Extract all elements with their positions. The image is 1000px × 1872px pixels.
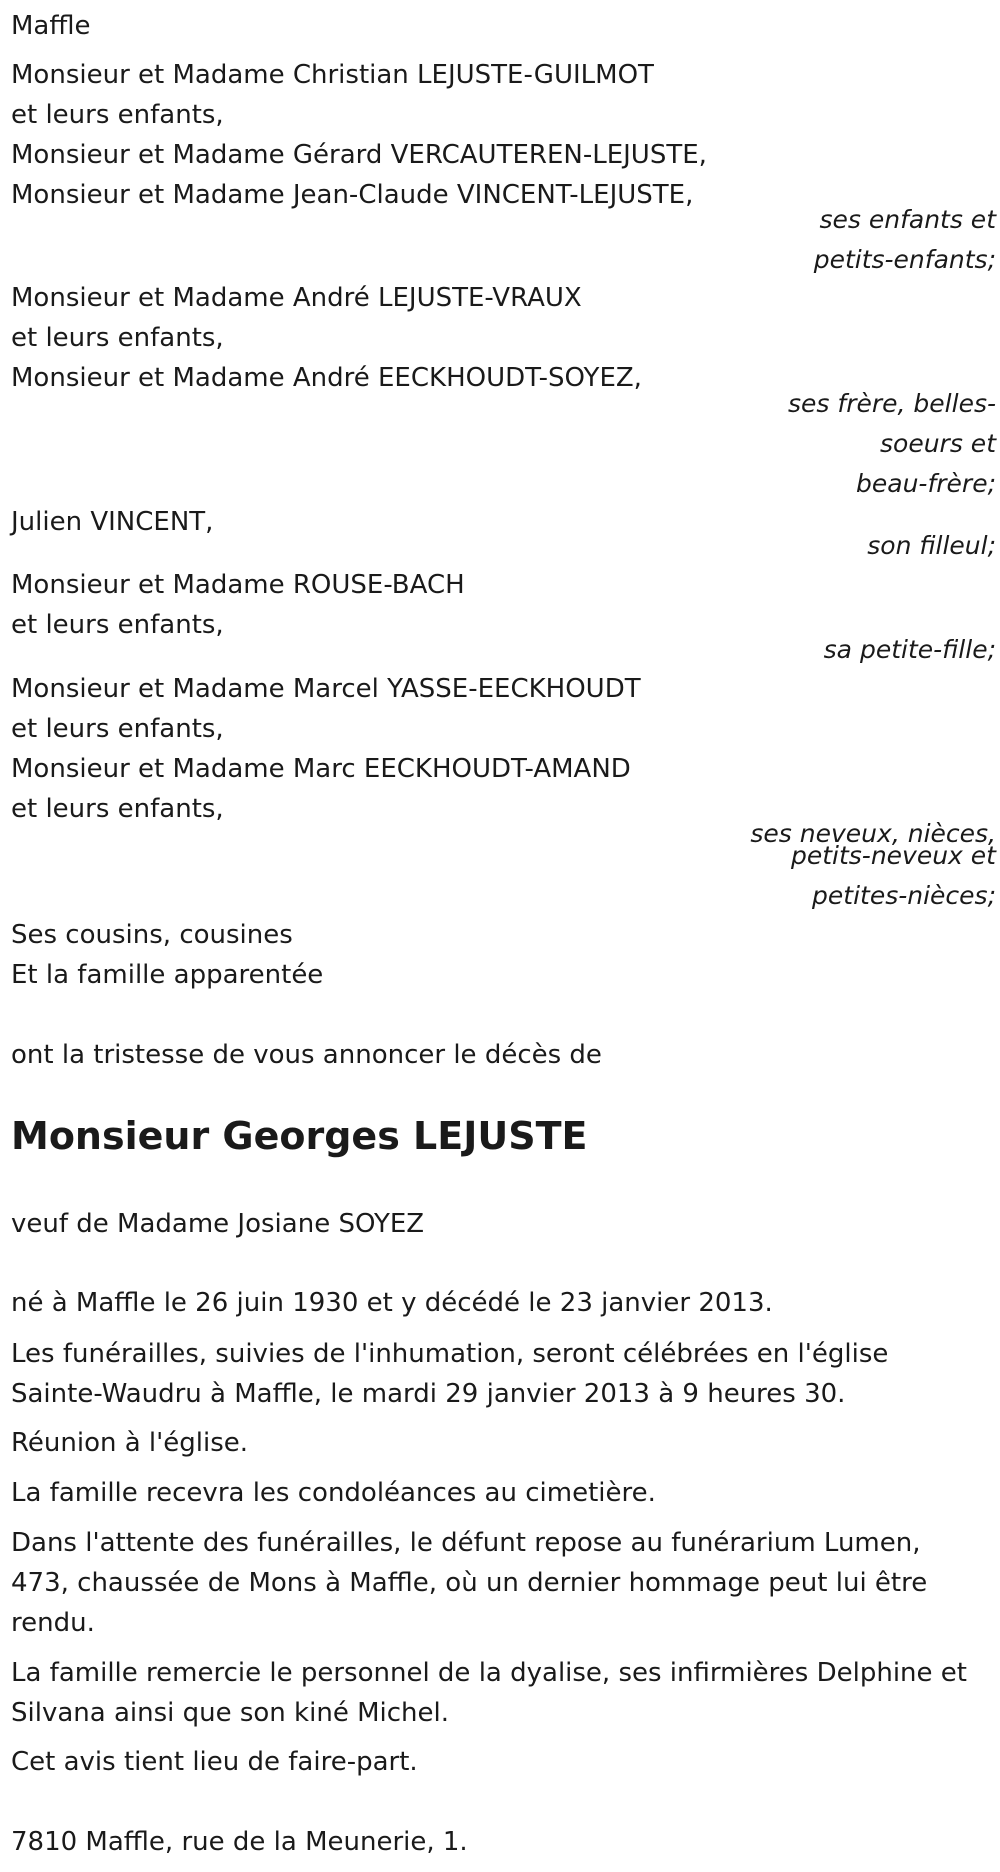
family-line: Ses cousins, cousines	[11, 920, 293, 950]
notice-line: Cet avis tient lieu de faire-part.	[11, 1747, 418, 1777]
place-line: Maffle	[11, 11, 91, 41]
family-line: Monsieur et Madame Marc EECKHOUDT-AMAND	[11, 754, 631, 784]
relation-label: ses enfants et	[819, 205, 996, 234]
widower-line: veuf de Madame Josiane SOYEZ	[11, 1209, 425, 1239]
relation-label: petites-nièces;	[812, 881, 996, 910]
condolences-line: La famille recevra les condoléances au cimetière.	[11, 1478, 656, 1508]
relation-label: son filleul;	[867, 531, 996, 560]
relation-label: beau-frère;	[856, 469, 996, 498]
address-line: 7810 Maffle, rue de la Meunerie, 1.	[11, 1827, 468, 1857]
thanks-line: Silvana ainsi que son kiné Michel.	[11, 1698, 449, 1728]
family-line: Monsieur et Madame André LEJUSTE-VRAUX	[11, 283, 582, 313]
relation-label: soeurs et	[880, 429, 996, 458]
funeral-line: Les funérailles, suivies de l'inhumation, seront célébrées en l'église	[11, 1339, 889, 1369]
family-line: Monsieur et Madame ROUSE-BACH	[11, 570, 465, 600]
family-line: et leurs enfants,	[11, 610, 224, 640]
birth-death-line: né à Maffle le 26 juin 1930 et y décédé le 23 janvier 2013.	[11, 1288, 773, 1318]
announcement-text: ont la tristesse de vous annoncer le décès de	[11, 1040, 602, 1070]
family-line: et leurs enfants,	[11, 323, 224, 353]
viewing-line: Dans l'attente des funérailles, le défunt repose au funérarium Lumen,	[11, 1528, 921, 1558]
family-line: Monsieur et Madame Jean-Claude VINCENT-LEJUSTE,	[11, 180, 694, 210]
relation-label: petits-enfants;	[813, 245, 996, 274]
relation-label: petits-neveux et	[790, 841, 996, 870]
relation-label: ses frère, belles-	[788, 389, 996, 418]
family-line: Julien VINCENT,	[11, 507, 214, 537]
meeting-line: Réunion à l'église.	[11, 1428, 249, 1458]
thanks-line: La famille remercie le personnel de la dyalise, ses infirmières Delphine et	[11, 1658, 967, 1688]
family-line: Et la famille apparentée	[11, 960, 324, 990]
funeral-line: Sainte-Waudru à Maffle, le mardi 29 janvier 2013 à 9 heures 30.	[11, 1379, 846, 1409]
viewing-line: rendu.	[11, 1608, 95, 1638]
family-line: Monsieur et Madame Christian LEJUSTE-GUILMOT	[11, 60, 654, 90]
family-line: et leurs enfants,	[11, 714, 224, 744]
family-line: et leurs enfants,	[11, 794, 224, 824]
family-line: et leurs enfants,	[11, 100, 224, 130]
deceased-name: Monsieur Georges LEJUSTE	[11, 1114, 588, 1158]
relation-label: sa petite-fille;	[823, 635, 996, 664]
family-line: Monsieur et Madame Marcel YASSE-EECKHOUDT	[11, 674, 641, 704]
family-line: Monsieur et Madame André EECKHOUDT-SOYEZ,	[11, 363, 642, 393]
viewing-line: 473, chaussée de Mons à Maffle, où un dernier hommage peut lui être	[11, 1568, 928, 1598]
family-line: Monsieur et Madame Gérard VERCAUTEREN-LEJUSTE,	[11, 140, 707, 170]
relation-label: ses neveux, nièces,	[750, 819, 996, 848]
